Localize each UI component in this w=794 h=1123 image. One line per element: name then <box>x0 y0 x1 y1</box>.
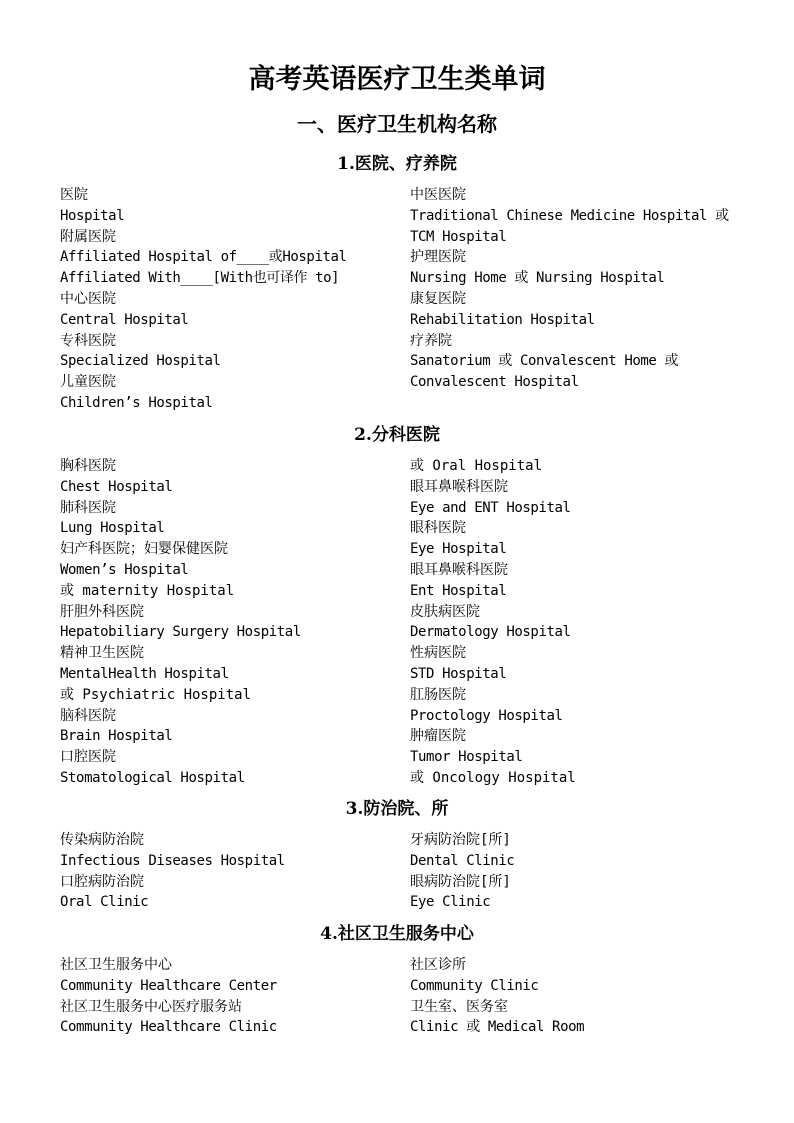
term-line: STD Hospital <box>410 665 507 682</box>
term-line: 传染病防治院 <box>60 832 144 848</box>
term-line: Eye Clinic <box>410 894 491 911</box>
term-line: Dental Clinic <box>410 852 515 869</box>
term-line: 康复医院 <box>410 290 466 307</box>
term-line: TCM Hospital <box>410 228 507 245</box>
term-line: Affiliated With____[With也可译作 to] <box>60 270 340 287</box>
term-line: 附属医院 <box>60 228 116 245</box>
page-title: 高考英语医疗卫生类单词 <box>248 64 546 95</box>
section-title: 一、医疗卫生机构名称 <box>297 112 497 136</box>
term-line: 医院 <box>60 187 88 203</box>
term-line: Convalescent Hospital <box>410 374 579 391</box>
term-column-left <box>60 955 430 1038</box>
term-line: Nursing Home 或 Nursing Hospital <box>410 270 665 287</box>
term-line: Lung Hospital <box>60 520 165 537</box>
term-line: Community Healthcare Clinic <box>60 1019 277 1036</box>
term-line: Specialized Hospital <box>60 353 221 370</box>
term-line: 肿瘤医院 <box>410 728 466 745</box>
subsection-heading: 1.医院、疗养院 <box>337 154 457 174</box>
term-line: 性病医院 <box>410 645 466 662</box>
term-line: 或 Psychiatric Hospital <box>60 686 252 703</box>
term-line: 精神卫生医院 <box>60 645 144 662</box>
term-line: Infectious Diseases Hospital <box>60 852 285 869</box>
term-column-right <box>410 185 780 393</box>
term-line: Women’s Hospital <box>60 561 189 578</box>
subsection-heading: 3.防治院、所 <box>345 799 449 819</box>
term-line: Stomatological Hospital <box>60 769 245 786</box>
term-line: Eye and ENT Hospital <box>410 499 571 516</box>
term-line: 口腔病防治院 <box>60 873 144 890</box>
term-line: Chest Hospital <box>60 478 173 495</box>
term-line: Rehabilitation Hospital <box>410 311 595 328</box>
term-line: 社区卫生服务中心 <box>60 957 172 973</box>
term-line: Children’s Hospital <box>60 394 213 411</box>
term-line: MentalHealth Hospital <box>60 665 229 682</box>
term-line: 眼病防治院[所] <box>410 873 511 890</box>
term-line: Tumor Hospital <box>410 749 523 766</box>
term-line: Proctology Hospital <box>410 707 563 724</box>
term-line: 肛肠医院 <box>410 686 466 703</box>
term-line: 眼耳鼻喉科医院 <box>410 561 508 578</box>
term-column-left <box>60 456 430 789</box>
term-line: Oral Clinic <box>60 894 149 911</box>
term-column-right <box>410 456 780 789</box>
term-line: Hepatobiliary Surgery Hospital <box>60 624 301 641</box>
term-column-right <box>410 955 780 1038</box>
term-line: 眼科医院 <box>410 520 466 537</box>
term-line: 社区诊所 <box>410 957 466 973</box>
term-line: 或 maternity Hospital <box>60 582 235 599</box>
term-line: 皮肤病医院 <box>410 603 480 620</box>
subsection-heading: 2.分科医院 <box>354 425 440 445</box>
term-line: Central Hospital <box>60 311 189 328</box>
term-line: 妇产科医院；妇婴保健医院 <box>60 541 228 558</box>
term-line: 或 Oral Hospital <box>410 458 543 474</box>
term-line: 脑科医院 <box>60 707 116 724</box>
term-line: 眼耳鼻喉科医院 <box>410 478 508 495</box>
term-line: Sanatorium 或 Convalescent Home 或 <box>410 353 679 370</box>
term-line: Hospital <box>60 207 125 224</box>
term-line: Clinic 或 Medical Room <box>410 1019 585 1036</box>
term-line: 牙病防治院[所] <box>410 832 511 848</box>
term-line: 肺科医院 <box>60 499 116 516</box>
term-line: 肝胆外科医院 <box>60 603 144 620</box>
term-line: 疗养院 <box>410 332 452 349</box>
term-line: 儿童医院 <box>60 374 116 391</box>
term-line: 社区卫生服务中心医疗服务站 <box>60 998 242 1015</box>
term-line: 口腔医院 <box>60 749 116 766</box>
term-line: Eye Hospital <box>410 541 507 558</box>
term-line: 专科医院 <box>60 332 116 349</box>
term-line: 中心医院 <box>60 290 116 307</box>
term-line: Ent Hospital <box>410 582 507 599</box>
term-line: Brain Hospital <box>60 728 173 745</box>
term-line: Affiliated Hospital of____或Hospital <box>60 249 347 266</box>
term-line: Community Clinic <box>410 977 539 994</box>
term-line: Community Healthcare Center <box>60 977 277 994</box>
subsection-heading: 4.社区卫生服务中心 <box>320 924 474 944</box>
term-column-left <box>60 830 430 913</box>
term-line: 或 Oncology Hospital <box>410 769 576 786</box>
term-line: Traditional Chinese Medicine Hospital 或 <box>410 207 729 224</box>
term-column-right <box>410 830 780 913</box>
term-line: 卫生室、医务室 <box>410 998 508 1015</box>
term-line: 胸科医院 <box>60 458 116 474</box>
term-line: Dermatology Hospital <box>410 624 571 641</box>
term-column-left <box>60 185 430 414</box>
term-line: 护理医院 <box>410 249 466 266</box>
term-line: 中医医院 <box>410 187 466 203</box>
